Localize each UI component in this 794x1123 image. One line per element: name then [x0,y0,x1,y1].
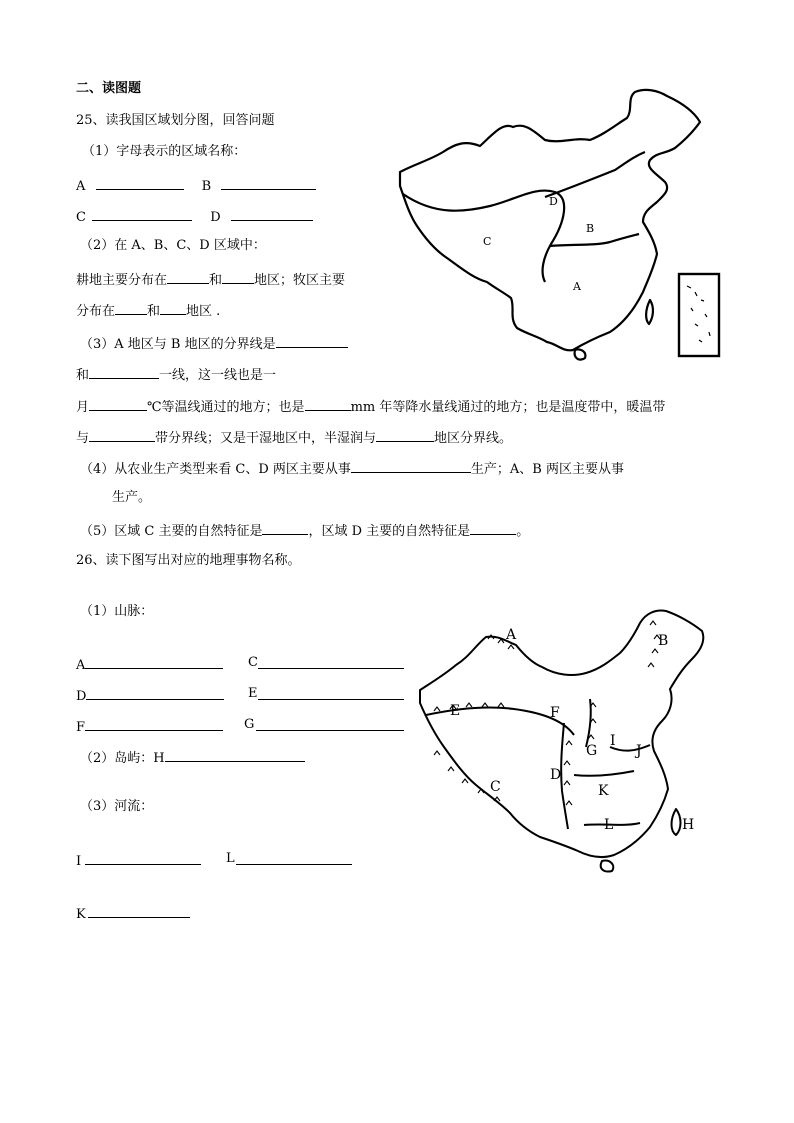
blank-mountain-d[interactable] [86,685,224,700]
text: A [76,658,86,673]
q25-part5 [80,520,529,541]
region-division-map [395,82,730,367]
q25-blank-a[interactable] [96,175,184,190]
q25-part2-line2 [76,300,220,321]
inset-islands [687,286,710,342]
map2-label-c: C [490,779,501,795]
map2-label-f: F [550,705,560,721]
q26-part1: （1）山脉： [80,604,154,619]
text: C [248,655,258,670]
blank-mountain-a[interactable] [85,654,223,669]
map2-label-a: A [506,627,517,643]
river-k [574,771,634,776]
text: 耕地主要分布在 [76,273,168,288]
hainan-map1 [575,349,586,359]
q26-row-fg [76,716,255,737]
q25-part1: （1）字母表示的区域名称： [82,144,247,159]
map1-label-d: D [549,195,558,208]
q25-title: 25、读我国区域划分图，回答问题 [76,113,275,128]
text: K [76,907,86,922]
q25-part3-line4 [76,427,512,448]
text: 和 [76,368,90,383]
q25-part3-line3 [76,396,665,417]
q26-row-ac [76,654,258,675]
q25-part2-line1 [76,269,345,290]
text: mm 年等降水量线通过的地方；也是温度带中，暖温带 [350,400,666,415]
blank-feature-d[interactable] [470,520,516,535]
text: 月 [76,400,90,415]
q25-ab-row [76,175,316,196]
text: 和 [147,304,161,319]
text: 与 [76,431,90,446]
text: 一线，这一线也是一 [159,368,277,383]
map1-label-a: A [573,280,581,293]
text: 带分界线；又是干湿地区中，半湿润与 [155,431,377,446]
blank-river-l[interactable] [236,850,352,865]
island-h-shape [672,809,681,835]
blank-boundary-1[interactable] [276,333,348,348]
boundary-ab [550,234,639,246]
map2-label-d: D [550,767,562,783]
river-i [610,745,650,751]
map2-label-g: G [586,743,598,759]
q25-part3-line1 [80,333,348,354]
q26-row-k [76,903,190,924]
text: ，区域 D 主要的自然特征是 [308,524,471,539]
south-sea-inset [679,274,719,356]
text: D [76,689,87,704]
text: （3）A 地区与 B 地区的分界线是 [80,337,276,352]
boundary-d [545,152,645,197]
blank-agri-cd[interactable] [351,458,471,473]
text: ℃等温线通过的地方；也是 [147,400,305,415]
text: L [226,851,235,866]
text: 生产；A、B 两区主要从事 [470,462,624,477]
text: 分布在 [76,304,116,319]
q26-part3: （3）河流： [80,799,154,814]
q25-part3-line2 [76,364,276,385]
blank-island-h[interactable] [165,747,305,762]
blank-mountain-g[interactable] [256,716,404,731]
map2-label-j: J [636,743,642,759]
text: 。 [516,524,530,539]
map2-label-e: E [450,703,461,719]
q25-label-b: B [201,179,212,194]
text: 地区分界线。 [434,431,513,446]
q25-blank-b[interactable] [221,175,316,190]
blank-isohyet[interactable] [305,396,351,411]
blank-cultivated-2[interactable] [222,269,254,284]
blank-temp-zone[interactable] [89,427,155,442]
q25-part4-line1 [80,458,624,479]
q25-cd-row [76,206,313,227]
map2-label-k: K [598,783,609,799]
blank-pasture-2[interactable] [160,300,186,315]
q25-blank-d[interactable] [231,206,313,221]
text: （2）岛屿：H [80,751,165,766]
physical-features-map [414,605,714,880]
blank-mountain-f[interactable] [85,716,223,731]
blank-feature-c[interactable] [262,520,308,535]
q25-blank-c[interactable] [92,206,192,221]
map1-label-b: B [586,222,595,235]
blank-river-i[interactable] [85,850,201,865]
q25-label-a: A [76,179,86,194]
map2-label-h: H [682,817,695,833]
text: E [248,686,258,701]
q25-part4-line2: 生产。 [112,490,152,505]
blank-pasture-1[interactable] [115,300,147,315]
text: 地区 . [186,304,221,319]
q26-part2 [80,747,305,768]
text: （4）从农业生产类型来看 C、D 两区主要从事 [80,462,351,477]
hengduan-line [561,723,568,829]
map2-label-b: B [658,633,669,649]
blank-boundary-2[interactable] [89,364,159,379]
section-title: 二、读图题 [76,81,142,96]
map1-label-c: C [483,235,492,248]
text: 和 [209,273,223,288]
text: I [76,854,82,869]
text: F [76,720,86,735]
q25-label-d: D [210,210,221,225]
blank-mountain-c[interactable] [258,654,404,669]
text: （5）区域 C 主要的自然特征是 [80,524,263,539]
map2-label-l: L [604,817,614,833]
hainan-map2 [601,861,614,872]
blank-cultivated-1[interactable] [167,269,209,284]
china-outline-map1 [400,90,700,350]
text: G [244,717,255,732]
taiwan-map1 [646,300,653,324]
q25-label-c: C [76,210,86,225]
blank-mountain-e[interactable] [258,685,404,700]
map2-label-i: I [610,733,616,749]
q25-part2: （2）在 A、B、C、D 区域中： [80,238,266,253]
q26-title: 26、读下图写出对应的地理事物名称。 [76,553,301,568]
q26-row-de [76,685,258,706]
blank-dry-wet[interactable] [376,427,434,442]
text: 地区；牧区主要 [254,273,346,288]
blank-river-k[interactable] [88,903,190,918]
q26-row-il [76,850,235,871]
blank-isotherm[interactable] [89,396,147,411]
